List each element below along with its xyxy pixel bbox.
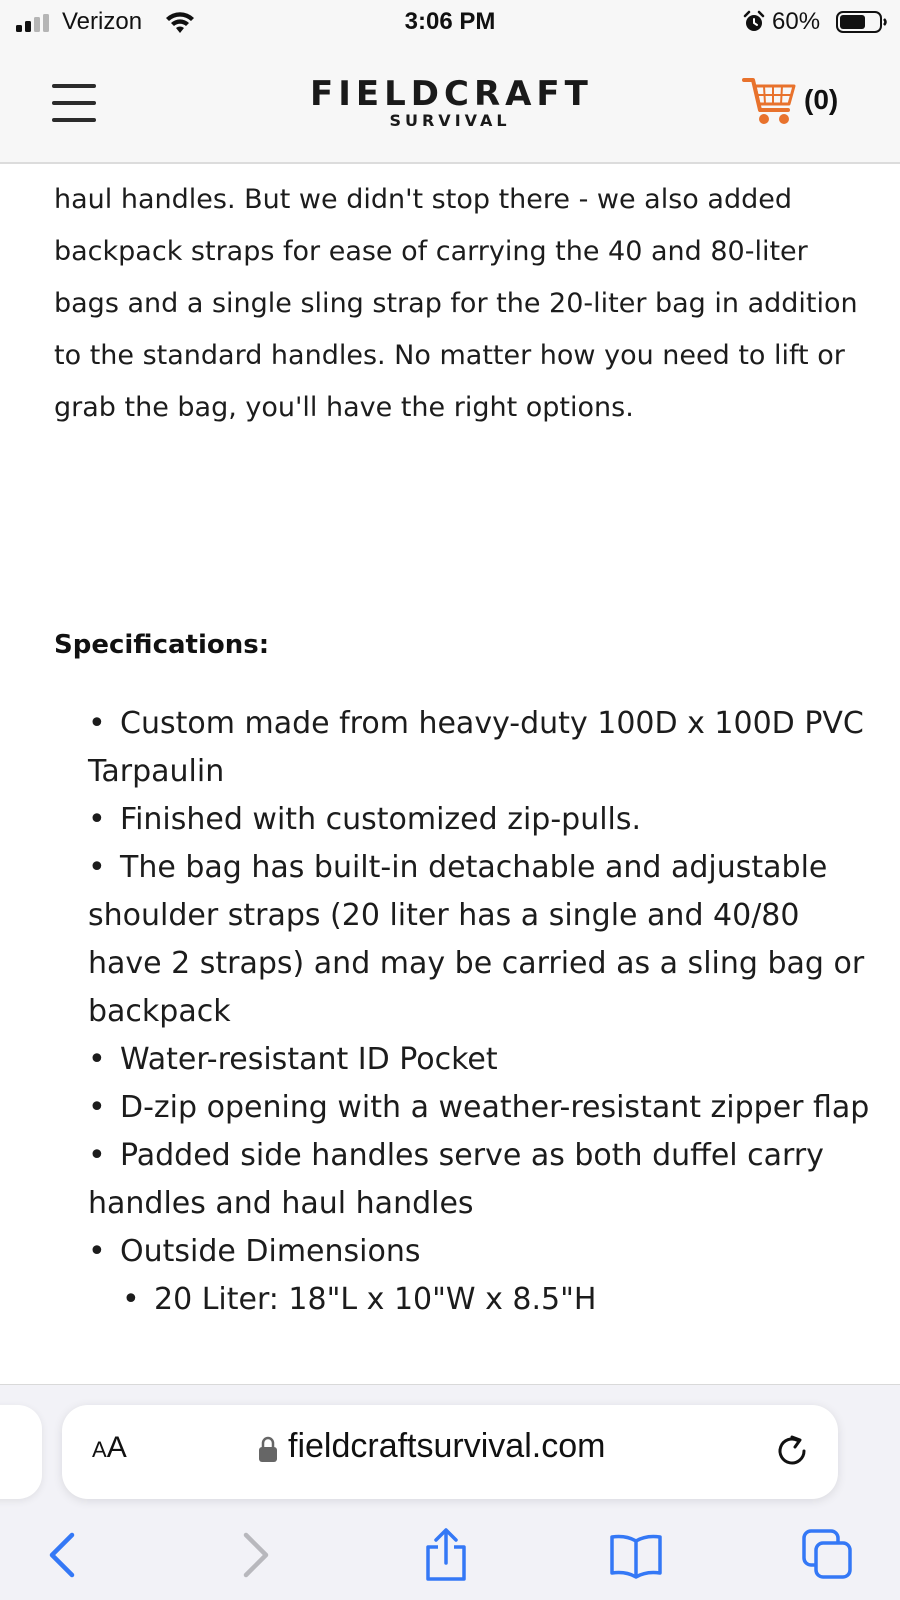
share-icon[interactable] [418,1527,474,1583]
list-item: • Padded side handles serve as both duffel carry handles and haul handles [88,1138,824,1221]
carrier-name: Verizon [62,8,143,35]
list-item: • Finished with customized zip-pulls. [88,802,642,837]
address-bar[interactable] [62,1405,838,1499]
tabs-icon[interactable] [800,1527,856,1583]
reader-settings-button[interactable]: AA [92,1431,127,1464]
list-item: • Outside Dimensions • 20 Liter: 18"L x 10"W x 8.5"H [88,1228,878,1324]
dimensions-sublist [122,1276,878,1324]
previous-tab-peek[interactable] [0,1405,42,1499]
book-icon[interactable] [608,1527,664,1583]
specifications-heading: Specifications: [54,630,270,660]
logo-sub-text: SURVIVAL [389,111,511,130]
chevron-right-icon[interactable] [228,1527,284,1583]
list-item: • Custom made from heavy-duty 100D x 100D PVC Tarpaulin [88,706,864,789]
product-description [0,166,900,1384]
status-bar [0,0,900,46]
list-item: • The bag has built-in detachable and adjustable shoulder straps (20 liter has a single and 40/80 have 2 straps) and may be carried as a sling bag or backpack [88,850,865,1029]
logo-main-text: FIELDCRAFT [310,74,593,114]
list-item: • Water-resistant ID Pocket [88,1042,498,1077]
specifications-list [88,700,878,1324]
hamburger-icon[interactable] [52,84,98,124]
battery-icon [836,10,888,34]
list-item: • 20 Liter: 18"L x 10"W x 8.5"H [122,1282,597,1317]
site-logo[interactable] [310,74,593,130]
reload-icon[interactable] [772,1431,812,1471]
url-text[interactable]: fieldcraftsurvival.com [288,1427,606,1465]
status-time: 3:06 PM [404,8,496,35]
cart-count[interactable]: (0) [804,84,839,115]
browser-toolbar [0,1384,900,1600]
site-header [0,46,900,164]
lock-icon [258,1435,278,1463]
alarm-icon [742,10,766,34]
list-item: • D-zip opening with a weather-resistant zipper flap [88,1090,870,1125]
shopping-cart-icon[interactable] [742,74,798,128]
battery-percent: 60% [772,8,821,35]
chevron-left-icon[interactable] [36,1527,92,1583]
intro-paragraph: haul handles. But we didn't stop there - we also added backpack straps for ease of carrying the 40 and 80-liter bags and a single sling strap for the 20-liter bag in addition to the standard handles. No matter how you need to lift or grab the bag, you'll have the right options. [54,184,858,423]
